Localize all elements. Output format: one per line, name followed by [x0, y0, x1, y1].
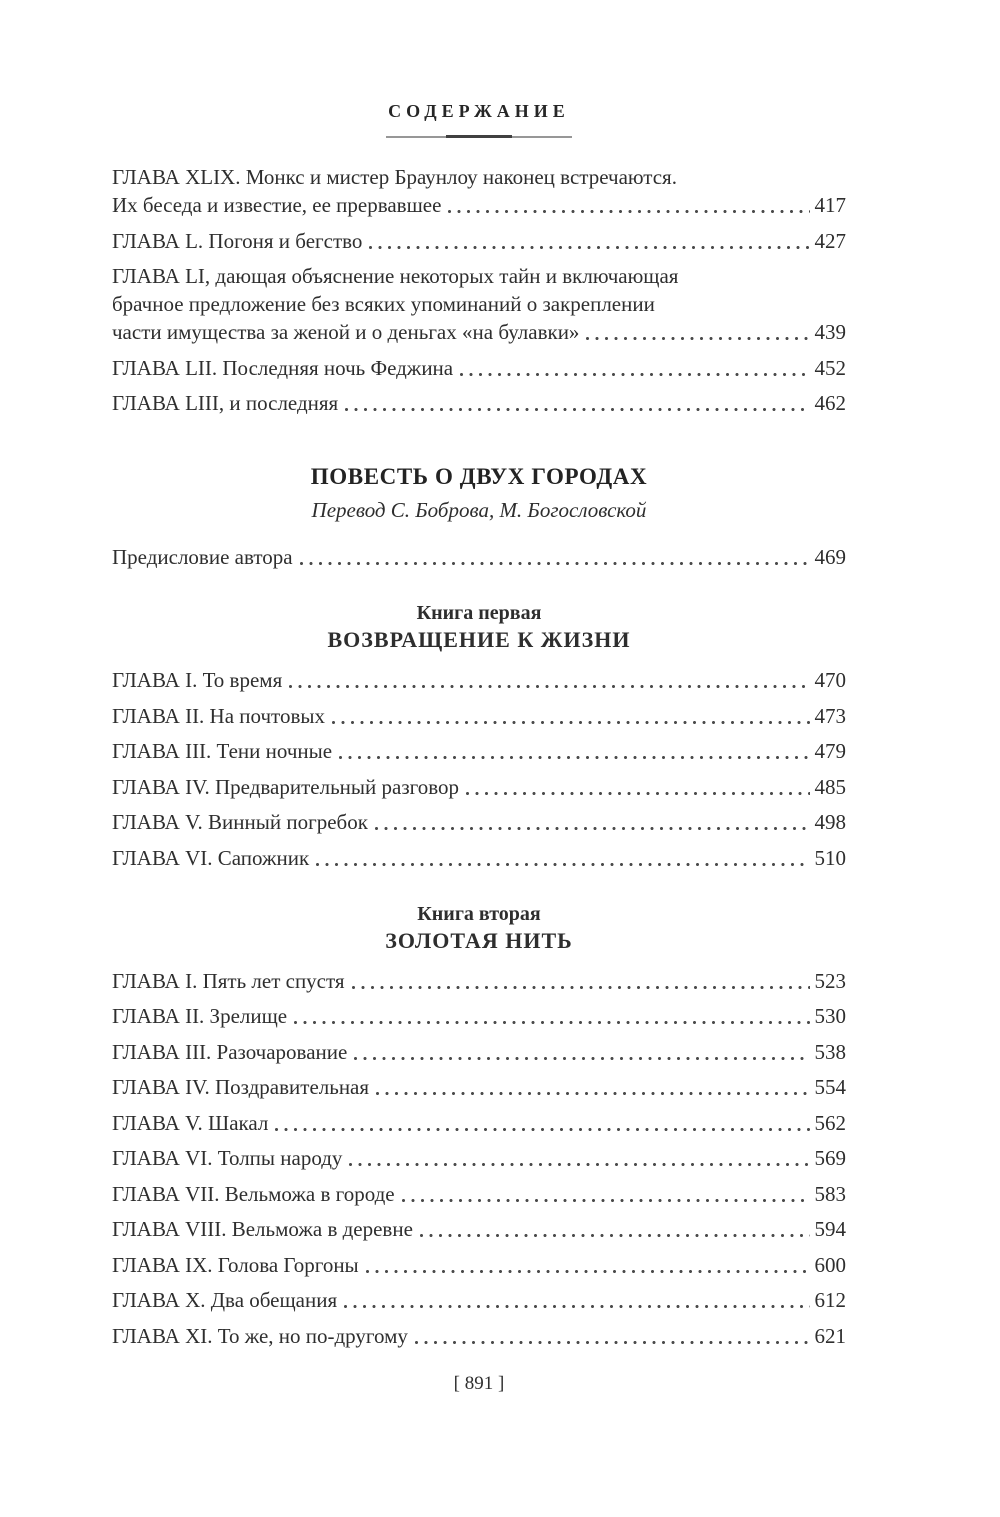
toc-entry-row — [112, 354, 846, 382]
book-two-entries — [112, 967, 846, 1350]
toc-entry-text: ГЛАВА VII. Вельможа в городе — [112, 1181, 395, 1206]
toc-entry-row — [112, 1109, 846, 1137]
page-number: 554 — [814, 1075, 846, 1099]
page-number: 562 — [814, 1110, 846, 1135]
book-title: ПОВЕСТЬ О ДВУХ ГОРОДАХ — [310, 464, 648, 489]
toc-entry-text: ГЛАВА L. Погоня и бегство — [112, 228, 363, 253]
page-number: 583 — [814, 1181, 846, 1206]
page-number: 538 — [814, 1039, 846, 1064]
dot-leader — [316, 844, 809, 872]
toc-entry-row — [112, 702, 846, 730]
dot-leader — [415, 1322, 810, 1350]
dot-leader — [586, 318, 809, 346]
oliver-twist-final-chapters — [112, 163, 846, 417]
toc-entry — [112, 808, 846, 836]
toc-entry-row — [112, 1215, 846, 1243]
dot-leader — [460, 354, 809, 382]
toc-entry-row — [112, 666, 846, 694]
dot-leader — [448, 191, 809, 219]
page-number: 485 — [814, 774, 846, 799]
page-number: 452 — [814, 355, 846, 380]
toc-entry-row — [112, 1002, 846, 1030]
toc-entry-text: ГЛАВА VI. Сапожник — [112, 845, 310, 870]
toc-entry — [112, 844, 846, 872]
toc-entry — [112, 1144, 846, 1172]
toc-entry — [112, 389, 846, 417]
toc-entry-text: ГЛАВА XLIX. Монкс и мистер Браунлоу наконец встречаются. — [112, 165, 677, 189]
toc-entry — [112, 1322, 846, 1350]
toc-entry-row — [112, 737, 846, 765]
toc-entry-text: ГЛАВА V. Шакал — [112, 1110, 269, 1135]
toc-entry-row — [112, 191, 846, 219]
page-number: 510 — [814, 845, 846, 870]
toc-entry-text: ГЛАВА IV. Предварительный разговор — [112, 774, 459, 799]
dot-leader — [352, 967, 810, 995]
toc-entry-text: ГЛАВА I. Пять лет спустя — [112, 968, 345, 993]
dot-leader — [402, 1180, 810, 1208]
toc-entry-row — [112, 1286, 846, 1314]
toc-entry — [112, 163, 846, 219]
page-number: 498 — [814, 810, 846, 834]
page-number: 439 — [814, 320, 846, 344]
page-number: 523 — [814, 968, 846, 993]
dot-leader — [366, 1251, 810, 1279]
toc-entry-text: ГЛАВА III. Разочарование — [112, 1039, 348, 1064]
toc-entry — [112, 666, 846, 694]
toc-entry-text: Их беседа и известие, ее прервавшее — [112, 193, 442, 217]
toc-entry-row — [112, 1073, 846, 1101]
toc-entry-row — [112, 1038, 846, 1066]
toc-entry-row — [112, 1322, 846, 1350]
toc-entry — [112, 1109, 846, 1137]
dot-leader — [375, 808, 810, 836]
toc-entry-row — [112, 773, 846, 801]
page-number: 594 — [814, 1217, 846, 1241]
dot-leader — [332, 702, 810, 730]
page-number: 479 — [814, 739, 846, 763]
page-number: 469 — [814, 545, 846, 569]
toc-entry-text: Предисловие автора — [112, 545, 293, 569]
toc-entry-text: ГЛАВА VI. Толпы народу — [112, 1146, 343, 1170]
dot-leader — [300, 543, 810, 571]
toc-entry — [112, 1215, 846, 1243]
toc-entry-text: ГЛАВА LIII, и последняя — [112, 391, 339, 415]
toc-entry — [112, 1038, 846, 1066]
toc-entry — [112, 1180, 846, 1208]
page-number: 462 — [814, 391, 846, 415]
dot-leader — [354, 1038, 809, 1066]
folio-page-number: [ 891 ] — [453, 1373, 505, 1394]
book-one-subheading: ВОЗВРАЩЕНИЕ К ЖИЗНИ — [327, 627, 631, 652]
page-number: 427 — [814, 228, 846, 253]
toc-entry-text: ГЛАВА II. Зрелище — [112, 1004, 288, 1028]
toc-entry-text: ГЛАВА LI, дающая объяснение некоторых тайн и включающая — [112, 264, 679, 288]
page-number: 473 — [814, 703, 846, 728]
dot-leader — [294, 1002, 809, 1030]
toc-content — [112, 0, 846, 1350]
toc-entry-text: части имущества за женой и о деньгах «на булавки» — [112, 320, 580, 344]
decorative-rule-center — [446, 135, 512, 139]
dot-leader — [289, 666, 809, 694]
toc-entry-text: ГЛАВА III. Тени ночные — [112, 739, 333, 763]
toc-entry — [112, 1073, 846, 1101]
toc-entry-row — [112, 1251, 846, 1279]
dot-leader — [466, 773, 810, 801]
book-two-subheading: ЗОЛОТАЯ НИТЬ — [385, 927, 573, 953]
preface-entry — [112, 543, 846, 571]
toc-entry — [112, 543, 846, 571]
dot-leader — [275, 1109, 809, 1137]
toc-entry — [112, 354, 846, 382]
dot-leader — [369, 227, 809, 255]
toc-entry-text: ГЛАВА II. На почтовых — [112, 703, 325, 728]
toc-entry — [112, 1286, 846, 1314]
toc-entry — [112, 737, 846, 765]
toc-entry-text: ГЛАВА IV. Поздравительная — [112, 1075, 370, 1099]
toc-entry-row — [112, 1180, 846, 1208]
toc-entry — [112, 262, 846, 346]
toc-entry — [112, 1251, 846, 1279]
toc-entry-text: брачное предложение без всяких упоминаний о закреплении — [112, 292, 655, 316]
dot-leader — [339, 737, 809, 765]
dot-leader — [344, 1286, 809, 1314]
dot-leader — [349, 1144, 809, 1172]
translator-credit: Перевод С. Боброва, М. Богословской — [311, 498, 647, 522]
toc-entry-text: ГЛАВА IX. Голова Горгоны — [112, 1252, 359, 1277]
book-one-entries — [112, 666, 846, 872]
toc-entry — [112, 702, 846, 730]
toc-entry-text: ГЛАВА VIII. Вельможа в деревне — [112, 1217, 413, 1241]
toc-entry-row — [112, 318, 846, 346]
dot-leader — [420, 1215, 810, 1243]
toc-entry-text: ГЛАВА LII. Последняя ночь Феджина — [112, 355, 454, 380]
page-title: СОДЕРЖАНИЕ — [388, 101, 570, 121]
page-number: 612 — [814, 1288, 846, 1312]
toc-entry-text: ГЛАВА X. Два обещания — [112, 1288, 338, 1312]
toc-entry-text: ГЛАВА I. То время — [112, 668, 283, 692]
dot-leader — [376, 1073, 809, 1101]
toc-entry-text: ГЛАВА XI. То же, но по-другому — [112, 1323, 408, 1348]
page-number: 530 — [814, 1004, 846, 1028]
page-number: 470 — [814, 668, 846, 692]
toc-entry-row — [112, 227, 846, 255]
book-one-section — [112, 600, 846, 872]
toc-entry — [112, 227, 846, 255]
toc-entry-row — [112, 1144, 846, 1172]
book-two-heading: Книга вторая — [417, 902, 541, 925]
book-one-heading: Книга первая — [416, 602, 542, 624]
decorative-rule — [386, 134, 572, 139]
toc-entry-text: ГЛАВА V. Винный погребок — [112, 810, 368, 834]
toc-entry — [112, 773, 846, 801]
page-number: 569 — [814, 1146, 846, 1170]
page-number: 600 — [814, 1252, 846, 1277]
toc-entry — [112, 1002, 846, 1030]
toc-entry-row — [112, 543, 846, 571]
toc-entry-row — [112, 967, 846, 995]
book-two-section — [112, 901, 846, 1350]
toc-entry-row — [112, 844, 846, 872]
toc-entry-row — [112, 808, 846, 836]
page-number: 417 — [814, 193, 846, 217]
dot-leader — [345, 389, 809, 417]
toc-entry — [112, 967, 846, 995]
page-number: 621 — [814, 1323, 846, 1348]
toc-entry-row — [112, 389, 846, 417]
